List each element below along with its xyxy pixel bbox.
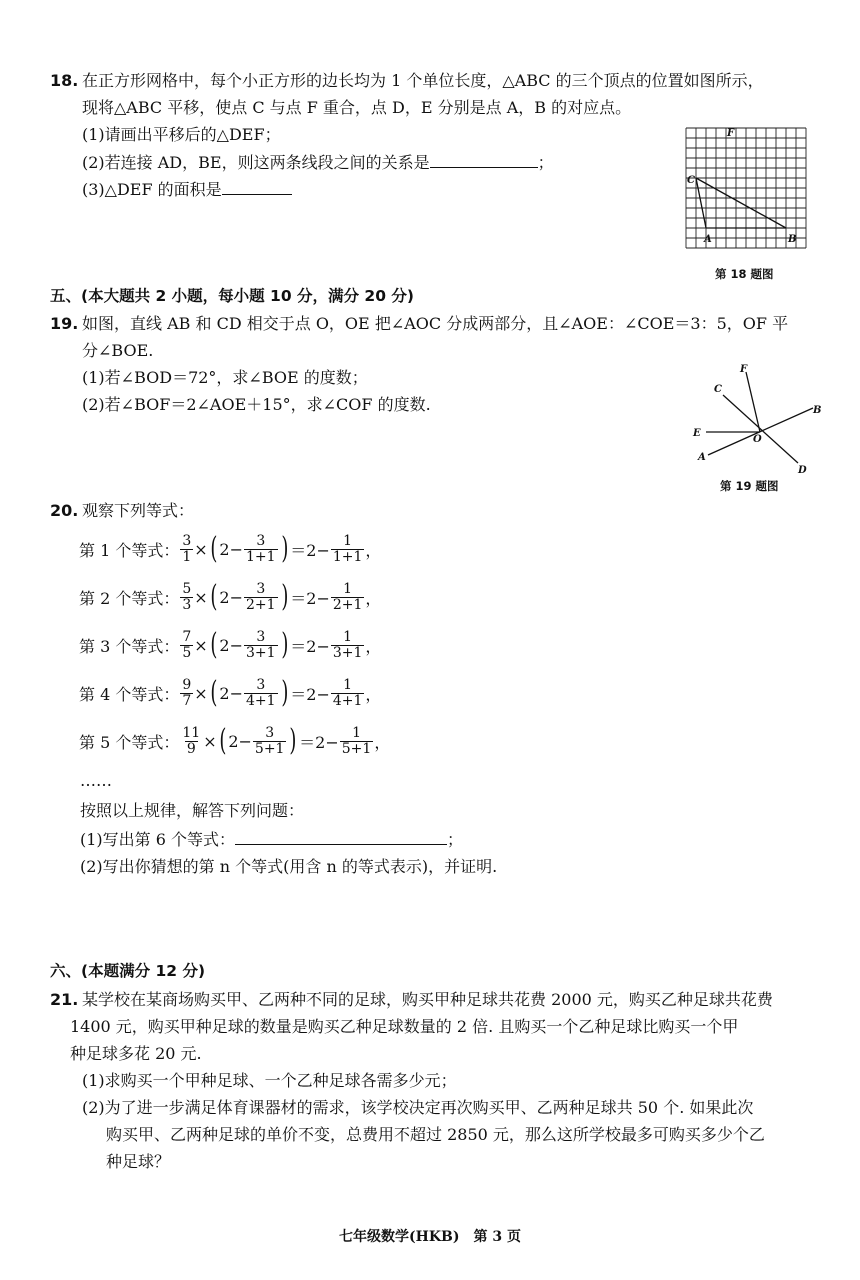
q20-part1: [80, 828, 463, 851]
q18-part3: [82, 178, 292, 201]
equation-4: 第 4 个等式： $\frac{9}{7}$ × ( 2− $\frac{3}{4+1}$ ) ＝2− $\frac{1}{4+1}$ ，: [79, 675, 382, 710]
label-a: A: [698, 452, 706, 463]
label-f: F: [727, 128, 735, 139]
equation-label: 第 2 个等式：: [79, 588, 180, 608]
q19-text-line2: 分∠BOE.: [82, 341, 154, 360]
q19-part2: (2)若∠BOF＝2∠AOE＋15°，求∠COF 的度数.: [82, 395, 431, 414]
q19-part1: (1)若∠BOD＝72°，求∠BOE 的度数；: [82, 368, 368, 387]
q18-answer-blank-3[interactable]: [222, 178, 292, 195]
fraction: $\frac{11}{9}$: [182, 724, 201, 757]
label-a: A: [704, 234, 712, 245]
q21-part1: (1)求购买一个甲种足球、一个乙种足球各需多少元；: [82, 1071, 457, 1090]
times-sign: ×: [194, 587, 208, 607]
q19-number: 19.: [50, 314, 79, 333]
q18-number: 18.: [50, 71, 79, 90]
equation-label: 第 5 个等式：: [79, 732, 180, 752]
q18-answer-blank-2[interactable]: [430, 151, 538, 168]
fraction: $\frac{9}{7}$: [182, 676, 192, 709]
q18-text-line1: 在正方形网格中，每个小正方形的边长均为 1 个单位长度，△ABC 的三个顶点的位置如图所示，: [82, 71, 764, 90]
times-sign: ×: [194, 635, 208, 655]
q20-part1-end: ；: [447, 830, 464, 849]
fraction: $\frac{3}{1}$: [182, 532, 192, 565]
q20-answer-blank-1[interactable]: [235, 828, 447, 845]
equation-label: 第 1 个等式：: [79, 540, 180, 560]
label-e: E: [693, 428, 701, 439]
label-d: D: [798, 465, 807, 476]
times-sign: ×: [203, 731, 217, 751]
equation-5: 第 5 个等式： $\frac{11}{9}$ × ( 2− $\frac{3}{5+1}$ ) ＝2− $\frac{1}{5+1}$ ，: [79, 723, 391, 758]
q21-number: 21.: [50, 990, 79, 1009]
times-sign: ×: [194, 539, 208, 559]
equation-label: 第 4 个等式：: [79, 684, 180, 704]
q21-part2-line3: 种足球？: [106, 1152, 171, 1171]
label-f: F: [740, 364, 748, 375]
q18-text-line2: 现将△ABC 平移，使点 C 与点 F 重合，点 D，E 分别是点 A，B 的对应点。: [82, 98, 632, 117]
fraction: $\frac{3}{1+1}$: [246, 532, 276, 565]
fraction: $\frac{1}{3+1}$: [332, 628, 363, 661]
fraction: $\frac{3}{3+1}$: [246, 628, 276, 661]
q20-rule: 按照以上规律，解答下列问题：: [80, 801, 305, 820]
q19-text-line1: 如图，直线 AB 和 CD 相交于点 O，OE 把∠AOC 分成两部分，且∠AOE：∠COE＝3：5，OF 平: [82, 314, 789, 333]
fraction: $\frac{1}{2+1}$: [332, 580, 363, 613]
equation-2: 第 2 个等式： $\frac{5}{3}$ × ( 2− $\frac{3}{2+1}$ ) ＝2− $\frac{1}{2+1}$ ，: [79, 579, 382, 614]
section-5-title: 五、(本大题共 2 小题，每小题 10 分，满分 20 分): [50, 287, 414, 305]
q20-number: 20.: [50, 501, 79, 520]
equation-label: 第 3 个等式：: [79, 636, 180, 656]
triangle-abc: [696, 178, 786, 228]
q18-part2: [82, 151, 554, 174]
q20-ellipsis: ……: [80, 771, 112, 790]
q19-lines-figure: [688, 360, 828, 480]
fraction: $\frac{3}{2+1}$: [246, 580, 276, 613]
q20-part2: (2)写出你猜想的第 n 个等式(用含 n 的等式表示)，并证明.: [80, 857, 498, 876]
line-cd: [723, 395, 798, 463]
q18-part2-end: ；: [537, 153, 554, 172]
q18-part2-text: (2)若连接 AD，BE，则这两条线段之间的关系是: [82, 153, 430, 172]
q18-grid-figure: [683, 125, 813, 255]
fraction: $\frac{5}{3}$: [182, 580, 192, 613]
q19-caption: 第 19 题图: [720, 479, 779, 493]
q21-text-line1: 某学校在某商场购买甲、乙两种不同的足球，购买甲种足球共花费 2000 元，购买乙种足球共花费: [82, 990, 773, 1009]
section-6-title: 六、(本题满分 12 分): [50, 962, 206, 980]
q18-caption: 第 18 题图: [715, 267, 774, 281]
q20-part1-text: (1)写出第 6 个等式：: [80, 830, 236, 849]
label-o: O: [753, 434, 762, 445]
label-b: B: [813, 405, 822, 416]
q21-text-line3: 种足球多花 20 元.: [70, 1044, 202, 1063]
fraction: $\frac{1}{1+1}$: [332, 532, 363, 565]
label-c: C: [687, 175, 695, 186]
q18-part1: (1)请画出平移后的△DEF；: [82, 125, 281, 144]
q21-part2-line1: (2)为了进一步满足体育课器材的需求，该学校决定再次购买甲、乙两种足球共 50 个. 如果此次: [82, 1098, 754, 1117]
times-sign: ×: [194, 683, 208, 703]
page-footer: 七年级数学(HKB) 第 3 页: [339, 1229, 521, 1245]
fraction: $\frac{1}{4+1}$: [332, 676, 363, 709]
fraction: $\frac{3}{5+1}$: [254, 724, 285, 757]
equation-3: 第 3 个等式： $\frac{7}{5}$ × ( 2− $\frac{3}{3+1}$ ) ＝2− $\frac{1}{3+1}$ ，: [79, 627, 382, 662]
equation-1: 第 1 个等式： $\frac{3}{1}$ × ( 2− $\frac{3}{1+1}$ ) ＝2− $\frac{1}{1+1}$ ，: [79, 531, 382, 566]
label-b: B: [788, 234, 797, 245]
q21-text-line2: 1400 元，购买甲种足球的数量是购买乙种足球数量的 2 倍. 且购买一个乙种足球比购买一个甲: [70, 1017, 739, 1036]
fraction: $\frac{3}{4+1}$: [246, 676, 276, 709]
q21-part2-line2: 购买甲、乙两种足球的单价不变，总费用不超过 2850 元，那么这所学校最多可购买多少个乙: [106, 1125, 765, 1144]
label-c: C: [714, 384, 722, 395]
q18-part3-text: (3)△DEF 的面积是: [82, 180, 222, 199]
fraction: $\frac{1}{5+1}$: [341, 724, 372, 757]
q20-intro: 观察下列等式：: [82, 501, 195, 520]
fraction: $\frac{7}{5}$: [182, 628, 192, 661]
